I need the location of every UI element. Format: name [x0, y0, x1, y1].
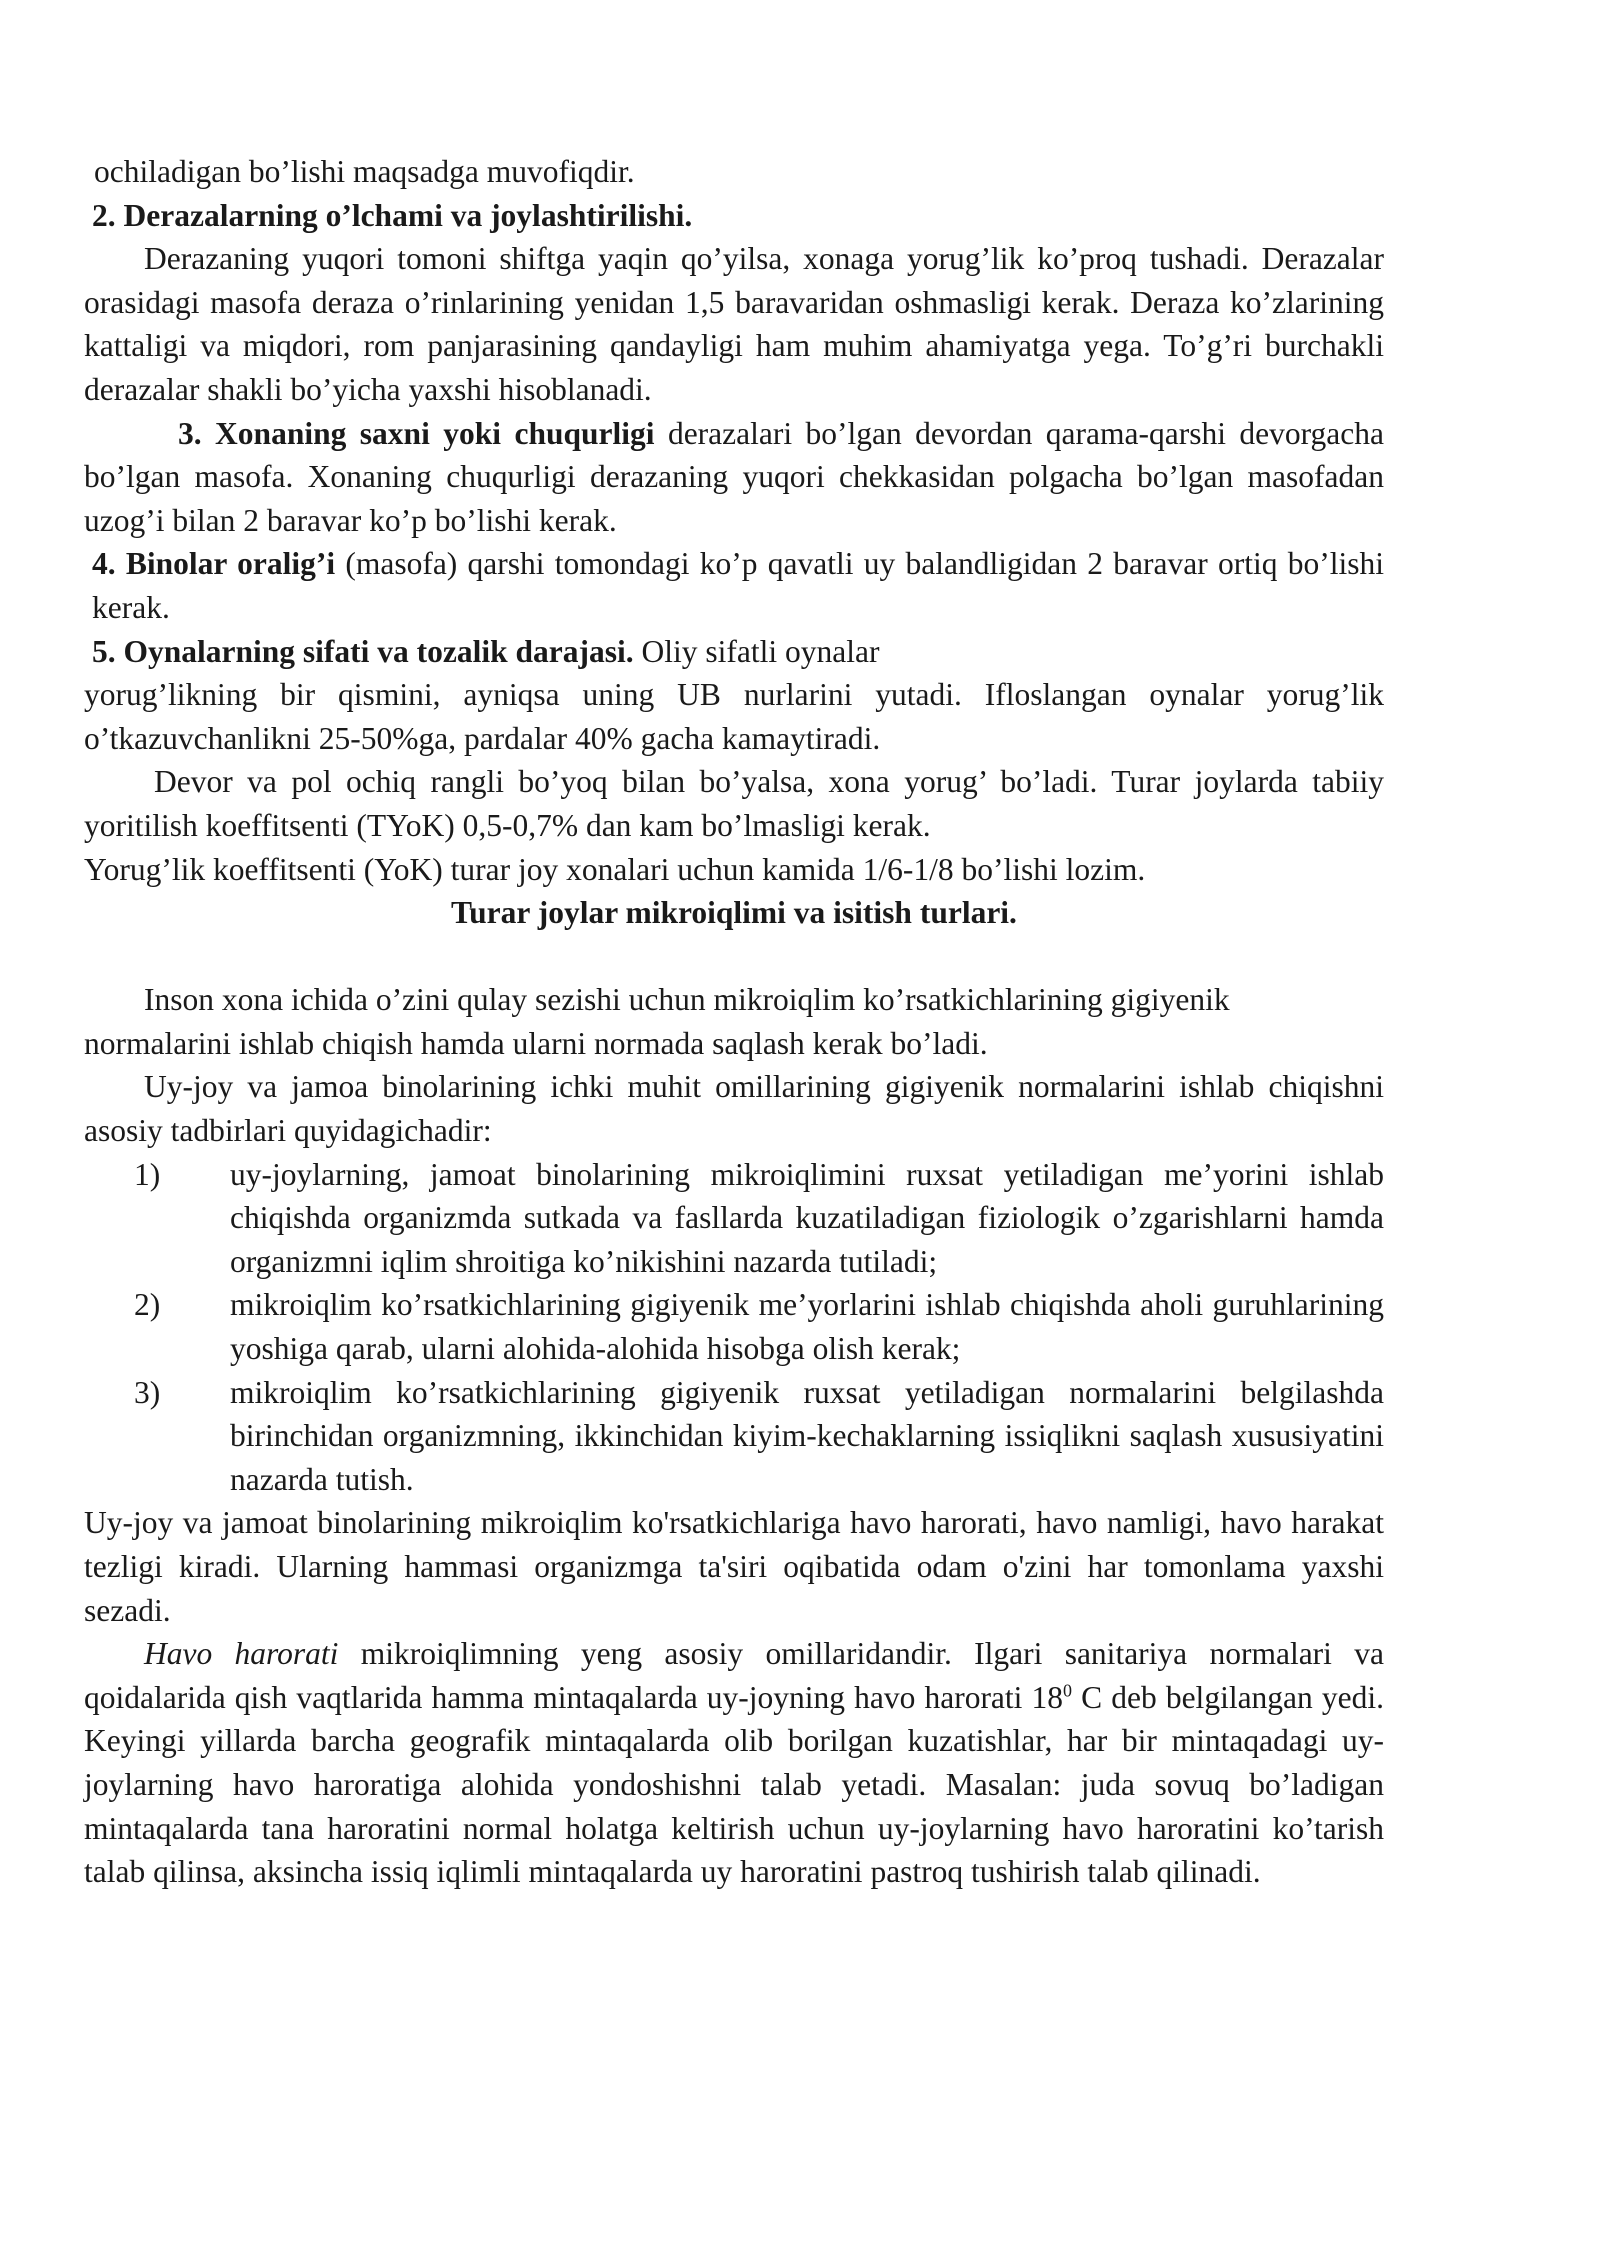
paragraph-mikroiqlim: Uy-joy va jamoat binolarining mikroiqlim ko'rsatkichlariga havo harorati, havo namligi, havo harakat tezligi kiradi. Ularning hammasi organizmga ta'siri oqibatida odam o'zini har tomonlama yaxshi sezadi. [84, 1505, 1384, 1628]
havo-harorati-text-1: mikroiqlimning yeng asosiy omillaridandir. Ilgari sanitariya normalari va qoidalarida qish vaqtlarida hamma mintaqalarda uy-joyning havo harorati 18 [84, 1636, 1384, 1715]
section-2-body: Derazaning yuqori tomoni shiftga yaqin qo’yilsa, xonaga yorug’lik ko’proq tushadi. Derazalar orasidagi masofa deraza o’rinlarining yenidan 1,5 baravaridan oshmasligi kerak. Deraza ko’zlarining kattaligi va miqdori, rom panjarasining qandayligi ham muhim ahamiyatga yega. To’g’ri burchakli derazalar shakli bo’yicha yaxshi hisoblanadi. [84, 241, 1384, 407]
list-item [84, 1283, 1384, 1370]
havo-harorati-text-2: C deb belgilangan yedi. Keyingi yillarda barcha geografik mintaqalarda olib borilgan kuzatishlar, har bir mintaqadagi uy-joylarning havo haroratiga alohida yondoshishni talab yetadi. Masalan: juda sovuq bo’ladigan mintaqalarda tana haroratini normal holatga keltirish uchun uy-joylarning havo haroratini ko’tarish talab qilinsa, aksincha issiq iqlimli mintaqalarda uy haroratini pastroq tushirish talab qilinadi. [84, 1679, 1384, 1890]
paragraph-uyjoy-tadbirlar: Uy-joy va jamoa binolarining ichki muhit omillarining gigiyenik normalarini ishlab chiqishni asosiy tadbirlari quyidagichadir: [84, 1069, 1384, 1149]
numbered-list [84, 1153, 1384, 1502]
degree-superscript: 0 [1063, 1680, 1073, 1701]
section-title [84, 891, 1384, 935]
list-item-text: mikroiqlim ko’rsatkichlarining gigiyenik me’yorlarini ishlab chiqishda aholi guruhlarining yoshiga qarab, ularni alohida-alohida hisobga olish kerak; [230, 1287, 1384, 1367]
section-4-paragraph [84, 542, 1384, 629]
section-2-title: 2. Derazalarning o’lchami va joylashtirilishi. [92, 197, 693, 233]
list-item-text: mikroiqlim ko’rsatkichlarining gigiyenik ruxsat yetiladigan normalarini belgilashda birinchidan organizmning, ikkinchidan kiyim-kechaklarning issiqlikni saqlash xususiyatini nazarda tutish. [230, 1374, 1384, 1497]
section-title-text: Turar joylar mikroiqlimi va isitish turlari. [451, 895, 1017, 931]
paragraph-yorug-koeffitsenti: Yorug’lik koeffitsenti (YoK) turar joy xonalari uchun kamida 1/6-1/8 bo’lishi lozim. [84, 851, 1146, 887]
section-4-title: 4. Binolar oralig’i [92, 546, 336, 582]
paragraph-havo-harorati [84, 1632, 1384, 1894]
paragraph-inson: Inson xona ichida o’zini qulay sezishi uchun mikroiqlim ko’rsatkichlarining gigiyenik normalarini ishlab chiqish hamda ularni normada saqlash kerak bo’ladi. [84, 982, 1230, 1061]
list-item-number: 3) [134, 1374, 161, 1410]
section-5-paragraph [84, 630, 1384, 674]
section-3-paragraph [84, 412, 1384, 543]
list-item [84, 1153, 1384, 1284]
paragraph-continuation: ochiladigan bo’lishi maqsadga muvofiqdir. [94, 154, 635, 189]
havo-harorati-term: Havo harorati [144, 1636, 339, 1672]
document-page [84, 150, 1384, 1894]
section-3-body: derazalari bo’lgan devordan qarama-qarshi devorgacha bo’lgan masofa. Xonaning chuqurligi derazaning yuqori chekkasidan polgacha bo’lgan masofadan uzog’i bilan 2 baravar ko’p bo’lishi kerak. [84, 415, 1384, 538]
list-item [84, 1371, 1384, 1502]
list-item-number: 2) [134, 1287, 161, 1323]
section-4-body: (masofa) qarshi tomondagi ko’p qavatli uy balandligidan 2 baravar ortiq bo’lishi kerak. [92, 546, 1384, 625]
section-5-title: 5. Oynalarning sifati va tozalik darajasi. [92, 633, 634, 669]
list-item-text: uy-joylarning, jamoat binolarining mikroiqlimini ruxsat yetiladigan me’yorini ishlab chiqishda organizmda sutkada va fasllarda kuzatiladigan fiziologik o’zgarishlarni hamda organizmni iqlim shroitiga ko’nikishini nazarda tutiladi; [230, 1156, 1384, 1279]
list-item-number: 1) [134, 1156, 161, 1192]
section-3-title: 3. Xonaning saxni yoki chuqurligi [178, 415, 655, 451]
section-5-body: Oliy sifatli oynalar [633, 633, 880, 669]
section-5-body-continued: yorug’likning bir qismini, ayniqsa uning UB nurlarini yutadi. Ifloslangan oynalar yorug’lik o’tkazuvchanlikni 25-50%ga, pardalar 40% gacha kamaytiradi. [84, 677, 1384, 756]
section-2-heading [84, 194, 1384, 238]
blank-line [84, 935, 1384, 979]
paragraph-devor: Devor va pol ochiq rangli bo’yoq bilan bo’yalsa, xona yorug’ bo’ladi. Turar joylarda tabiiy yoritilish koeffitsenti (TYoK) 0,5-0,7% dan kam bo’lmasligi kerak. [84, 764, 1384, 843]
